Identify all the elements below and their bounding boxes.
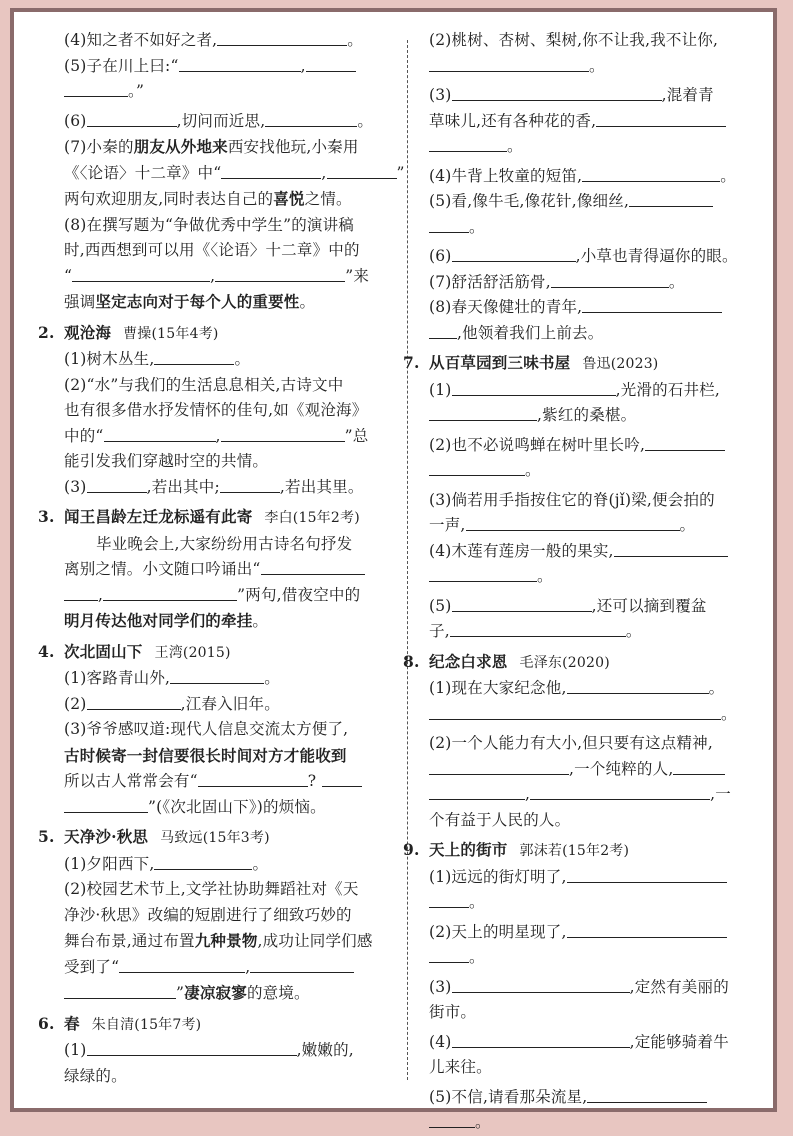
text: 儿来往。: [429, 1058, 492, 1076]
s1-q6: [64, 109, 396, 135]
blank[interactable]: [265, 111, 357, 127]
s5-q2: [64, 877, 396, 903]
blank[interactable]: [154, 854, 252, 870]
bold-text: 朋友从外地来: [133, 137, 228, 156]
punct: 。: [357, 111, 374, 130]
blank[interactable]: [567, 678, 709, 694]
s6-q2: [429, 28, 759, 54]
s7-q3-b: [429, 513, 759, 539]
text: 强调: [64, 293, 96, 311]
blank[interactable]: [221, 163, 321, 179]
punct: ”: [396, 163, 405, 182]
blank[interactable]: [429, 136, 507, 152]
text: (5)看,像牛毛,像花针,像细丝,: [429, 192, 630, 210]
text: 也有很多借水抒发情怀的佳句,如《观沧海》: [64, 401, 368, 419]
punct: ,: [98, 585, 104, 604]
blank[interactable]: [429, 566, 537, 582]
text: ”(《次北固山下》)的烦恼。: [148, 797, 326, 816]
text: ,江春入旧年。: [180, 694, 280, 713]
blank[interactable]: [104, 426, 216, 442]
blank[interactable]: [567, 867, 727, 883]
s5-q1: [64, 852, 396, 878]
s2-q2-d: [64, 449, 396, 475]
punct: “: [64, 266, 73, 285]
text: (4): [429, 1032, 452, 1051]
s2-q1: [64, 347, 396, 373]
text: (2)桃树、杏树、梨树,你不让我,我不让你,: [429, 31, 719, 49]
blank[interactable]: [306, 56, 356, 72]
blank[interactable]: [466, 515, 680, 531]
column-divider: [407, 40, 408, 1080]
text: ,光滑的石井栏,: [615, 380, 721, 399]
punct: 。: [469, 893, 485, 911]
s1-q8-b: [64, 238, 396, 264]
text: (1)现在大家纪念他,: [429, 679, 567, 697]
s8-q1-b: [429, 702, 759, 728]
punct: 。: [708, 679, 725, 697]
blank[interactable]: [429, 405, 537, 421]
blank[interactable]: [72, 266, 210, 282]
blank[interactable]: [221, 426, 345, 442]
blank[interactable]: [87, 1040, 297, 1056]
text: 净沙·秋思》改编的短剧进行了细致巧妙的: [64, 905, 352, 924]
s2-q2-b: [64, 398, 396, 424]
blank[interactable]: [179, 56, 301, 72]
text: 一声,: [429, 516, 466, 534]
bold-text: 坚定志向对于每个人的重要性: [95, 292, 300, 311]
text: ,一: [710, 785, 731, 803]
blank[interactable]: [327, 163, 397, 179]
blank[interactable]: [64, 983, 176, 999]
section-8-heading: [403, 649, 759, 677]
blank[interactable]: [614, 541, 728, 557]
text: ,他领着我们上前去。: [457, 323, 604, 342]
text: ”总: [344, 426, 369, 445]
s5-q2-e: [64, 980, 396, 1007]
bold-text: 古时候寄一封信要很长时间对方才能收到: [64, 745, 347, 765]
s3-l1: [64, 532, 396, 558]
s8-q2-c: [429, 782, 759, 808]
text: 能引发我们穿越时空的共情。: [64, 452, 269, 470]
punct: ”: [176, 984, 185, 1002]
s6-q2-b: [429, 54, 759, 80]
text: (2): [64, 694, 87, 713]
text: ,紫红的桑椹。: [537, 406, 637, 424]
s1-q7-b: [64, 161, 405, 187]
punct: 。: [469, 948, 485, 966]
blank[interactable]: [170, 668, 264, 684]
text: (3): [429, 977, 452, 996]
blank[interactable]: [429, 759, 569, 775]
text: 时,西西想到可以用《〈论语〉十二章》中的: [64, 241, 360, 259]
blank[interactable]: [429, 1112, 475, 1128]
s2-q3: [64, 475, 396, 501]
text: (6): [429, 247, 452, 265]
punct: 。: [252, 854, 269, 873]
s2-q2: [64, 373, 396, 399]
punct: ,: [300, 56, 306, 75]
s7-q5-b: [429, 619, 759, 645]
s3-l4: [64, 608, 396, 635]
text: 西安找他玩,小秦用: [227, 138, 359, 156]
text: ,还可以摘到覆盆: [591, 596, 707, 615]
s6-q3: [429, 83, 759, 109]
blank[interactable]: [452, 246, 576, 262]
blank[interactable]: [119, 957, 245, 973]
blank[interactable]: [429, 704, 721, 720]
text: 个有益于人民的人。: [429, 810, 571, 829]
section-author: 王湾(2015): [154, 644, 231, 661]
blank[interactable]: [322, 771, 362, 787]
s6-q4: [429, 164, 759, 190]
blank[interactable]: [64, 81, 128, 97]
text: (8)在撰写题为“争做优秀中学生”的演讲稿: [64, 215, 355, 234]
punct: 。: [469, 217, 485, 236]
section-title: 天上的街市: [429, 840, 508, 859]
punct: 。: [347, 31, 363, 49]
text: 之情。: [304, 190, 352, 208]
punct: 。”: [128, 82, 145, 100]
section-title: 从百草园到三味书屋: [429, 353, 571, 372]
blank[interactable]: [87, 111, 177, 127]
s9-q5-b: [429, 1110, 759, 1136]
blank[interactable]: [567, 922, 727, 938]
blank[interactable]: [452, 85, 662, 101]
s5-q2-c: [64, 928, 396, 955]
text: (1): [64, 1041, 87, 1059]
s7-q4-b: [429, 564, 759, 590]
s8-q2-b: [429, 757, 759, 783]
s3-l2: [64, 557, 396, 583]
s1-q6-mid: ,切问而近思,: [176, 111, 266, 130]
text: 两句欢迎朋友,同时表达自己的: [64, 190, 274, 208]
text: ,定能够骑着牛: [629, 1032, 729, 1051]
section-number: 4.: [38, 641, 55, 661]
text: (5)不信,请看那朵流星,: [429, 1087, 588, 1106]
blank[interactable]: [530, 784, 710, 800]
s4-q1: [64, 666, 396, 692]
section-author: 朱自清(15年7考): [91, 1016, 202, 1033]
blank[interactable]: [429, 892, 469, 908]
s4-q3-c: [64, 769, 396, 795]
blank[interactable]: [429, 217, 469, 233]
punct: 。: [668, 272, 685, 291]
text: (3)倘若用手指按住它的脊(jǐ)梁,便会拍的: [429, 490, 715, 509]
bold-text: 凄凉寂寥: [184, 983, 247, 1002]
text: ,一个纯粹的人,: [569, 759, 674, 778]
s6-q6: [429, 244, 759, 270]
blank[interactable]: [596, 111, 726, 127]
section-4-heading: [38, 639, 396, 667]
punct: ,: [245, 957, 251, 976]
section-title: 春: [64, 1013, 80, 1033]
s7-q5: [429, 594, 759, 620]
punct: 。: [720, 166, 736, 185]
section-title: 闻王昌龄左迁龙标遥有此寄: [64, 507, 253, 526]
s4-q3: [64, 717, 396, 743]
s1-q4-text: (4)知之者不如好之者,: [64, 31, 218, 49]
punct: 。: [721, 704, 737, 723]
s1-q5-cont: [64, 79, 396, 105]
section-number: 5.: [38, 827, 55, 846]
blank[interactable]: [250, 957, 354, 973]
text: 中的“: [64, 426, 104, 445]
blank[interactable]: [220, 477, 280, 493]
text: (2)校园艺术节上,文学社协助舞蹈社对《天: [64, 880, 359, 898]
s6-q3-c: [429, 134, 759, 160]
s7-q1-b: [429, 403, 759, 429]
text: 草味儿,还有各种花的香,: [429, 111, 597, 130]
left-column: [38, 28, 405, 1089]
s9-q3: [429, 975, 759, 1001]
s7-q3: [429, 488, 759, 514]
section-number: 3.: [38, 507, 55, 526]
text: 舞台布景,通过布置: [64, 932, 195, 950]
blank[interactable]: [64, 797, 148, 813]
s6-q1: [64, 1038, 396, 1064]
text: ,若出其中;: [146, 477, 220, 496]
text: ,混着青: [661, 86, 714, 104]
punct: 。: [299, 293, 316, 311]
blank[interactable]: [587, 1087, 707, 1103]
blank[interactable]: [217, 30, 347, 46]
s4-q3-b: [64, 743, 396, 770]
text: ,若出其里。: [279, 477, 364, 496]
bold-text: 明月传达他对同学们的牵挂: [64, 611, 253, 630]
section-3-heading: [38, 504, 396, 532]
text: (7)舒活舒活筋骨,: [429, 272, 551, 291]
text: (3): [429, 86, 452, 104]
s1-q4: [64, 28, 396, 54]
s1-q8: [64, 213, 396, 239]
blank[interactable]: [551, 272, 669, 288]
punct: ,: [321, 163, 327, 182]
s2-q2-c: [64, 424, 396, 450]
text: (1): [429, 380, 452, 399]
text: (2)“水”与我们的生活息息相关,古诗文中: [64, 375, 344, 394]
text: ,嫩嫩的,: [296, 1041, 354, 1059]
blank[interactable]: [429, 460, 525, 476]
s6-q5-b: [429, 215, 759, 241]
punct: 。: [507, 137, 523, 155]
section-5-heading: [38, 824, 396, 852]
section-author: 鲁迅(2023): [582, 356, 659, 372]
text: ,成功让同学们感: [257, 932, 373, 950]
s7-q1: [429, 378, 759, 404]
section-number: 6.: [38, 1013, 55, 1033]
blank[interactable]: [261, 559, 365, 575]
punct: ,: [525, 785, 531, 803]
text: 《〈论语〉十二章》中“: [64, 163, 222, 182]
punct: ?: [307, 772, 317, 790]
s8-q1: [429, 676, 759, 702]
blank[interactable]: [429, 56, 589, 72]
s9-q2-b: [429, 945, 759, 971]
section-6-heading: [38, 1011, 396, 1039]
section-number: 2.: [38, 322, 55, 342]
s9-q1-b: [429, 890, 759, 916]
blank[interactable]: [64, 585, 98, 601]
text: (3): [64, 477, 87, 496]
blank[interactable]: [198, 771, 308, 787]
section-9-heading: [403, 837, 759, 865]
s1-q7-c: [64, 186, 396, 213]
text: ”两句,借夜空中的: [237, 585, 361, 604]
section-number: 8.: [403, 651, 420, 671]
text: ”来: [345, 266, 370, 285]
section-title: 天净沙·秋思: [64, 827, 149, 846]
punct: 。: [537, 567, 553, 585]
bold-text: 喜悦: [273, 189, 305, 208]
s7-q4: [429, 539, 759, 565]
blank[interactable]: [582, 166, 720, 182]
s1-q5-text: (5)子在川上曰:“: [64, 56, 179, 75]
blank[interactable]: [87, 477, 147, 493]
text: (7)小秦的: [64, 138, 134, 156]
punct: 。: [234, 350, 251, 368]
text: (4)牛背上牧童的短笛,: [429, 166, 583, 185]
text: (2)天上的明星现了,: [429, 922, 567, 941]
text: 毕业晚会上,大家纷纷用古诗名句抒发: [96, 534, 353, 553]
section-author: 马致远(15年3考): [160, 830, 270, 846]
s4-q3-d: [64, 795, 396, 821]
s9-q3-b: [429, 1000, 759, 1026]
text: (1)客路青山外,: [64, 669, 171, 687]
s4-q2: [64, 692, 396, 718]
section-7-heading: [403, 350, 759, 378]
text: 的意境。: [246, 984, 310, 1002]
blank[interactable]: [429, 784, 525, 800]
s9-q4: [429, 1030, 759, 1056]
blank[interactable]: [582, 297, 722, 313]
punct: 。: [625, 622, 642, 640]
text: (1)远远的街灯明了,: [429, 867, 567, 886]
section-title: 观沧海: [64, 322, 112, 342]
text: (4)木莲有莲房一般的果实,: [429, 541, 614, 560]
text: (2)也不必说鸣蝉在树叶里长吟,: [429, 435, 646, 454]
punct: 。: [589, 56, 605, 75]
text: (1)夕阳西下,: [64, 854, 155, 873]
section-author: 李白(15年2考): [264, 510, 360, 526]
text: 绿绿的。: [64, 1066, 127, 1085]
bold-text: 九种景物: [194, 931, 258, 950]
section-2-heading: [38, 320, 396, 348]
s9-q4-b: [429, 1055, 759, 1081]
punct: ,: [215, 426, 221, 445]
s6-q3-b: [429, 109, 759, 135]
s8-q2-d: [429, 808, 759, 834]
s1-q8-c: [64, 264, 396, 290]
s3-l3: [64, 583, 396, 609]
text: ,定然有美丽的: [629, 977, 729, 996]
blank[interactable]: [429, 323, 457, 339]
text: 子,: [429, 622, 450, 640]
s5-q2-b: [64, 903, 396, 929]
s1-q6-text: (6): [64, 111, 87, 130]
blank[interactable]: [429, 947, 469, 963]
s9-q5: [429, 1085, 759, 1111]
blank[interactable]: [154, 349, 234, 365]
text: 受到了“: [64, 957, 120, 976]
s6-q8: [429, 295, 759, 321]
s1-q5: [64, 54, 396, 80]
punct: 。: [525, 461, 541, 479]
s9-q1: [429, 865, 759, 891]
section-author: 毛泽东(2020): [519, 654, 610, 671]
blank[interactable]: [645, 435, 725, 451]
s1-q8-d: [64, 289, 396, 316]
blank[interactable]: [87, 694, 181, 710]
blank[interactable]: [452, 380, 616, 396]
blank[interactable]: [629, 191, 713, 207]
punct: 。: [475, 1113, 491, 1131]
s7-q2-b: [429, 458, 759, 484]
text: (1)树木丛生,: [64, 350, 155, 368]
right-column: [403, 28, 759, 1136]
s7-q2: [429, 433, 759, 459]
section-title: 纪念白求恩: [429, 651, 508, 671]
text: (5): [429, 596, 452, 615]
punct: 。: [252, 612, 269, 630]
blank[interactable]: [452, 1032, 630, 1048]
section-number: 9.: [403, 840, 420, 859]
s5-q2-d: [64, 955, 396, 981]
text: (3)爷爷感叹道:现代人信息交流太方便了,: [64, 720, 349, 738]
blank[interactable]: [673, 759, 725, 775]
s6-q7: [429, 270, 759, 296]
blank[interactable]: [452, 596, 592, 612]
s6-q5: [429, 189, 759, 215]
blank[interactable]: [215, 266, 345, 282]
s1-q7: [64, 134, 396, 161]
section-author: 郭沫若(15年2考): [519, 843, 630, 859]
section-number: 7.: [403, 353, 420, 372]
text: (2)一个人能力有大小,但只要有这点精神,: [429, 734, 714, 752]
text: 离别之情。小文随口吟诵出“: [64, 560, 261, 578]
section-title: 次北固山下: [64, 641, 143, 661]
text: (8)春天像健壮的青年,: [429, 298, 583, 316]
blank[interactable]: [450, 621, 626, 637]
text: 所以古人常常会有“: [64, 772, 198, 790]
text: 街市。: [429, 1003, 477, 1021]
punct: 。: [679, 516, 696, 534]
s8-q2: [429, 731, 759, 757]
text: ,小草也青得逼你的眼。: [575, 247, 738, 265]
blank[interactable]: [452, 977, 630, 993]
s9-q2: [429, 920, 759, 946]
s6-q8-b: [429, 321, 759, 347]
s6-q1-b: [64, 1064, 396, 1090]
punct: 。: [264, 669, 280, 687]
punct: ,: [210, 266, 216, 285]
section-author: 曹操(15年4考): [123, 325, 219, 342]
blank[interactable]: [103, 585, 237, 601]
